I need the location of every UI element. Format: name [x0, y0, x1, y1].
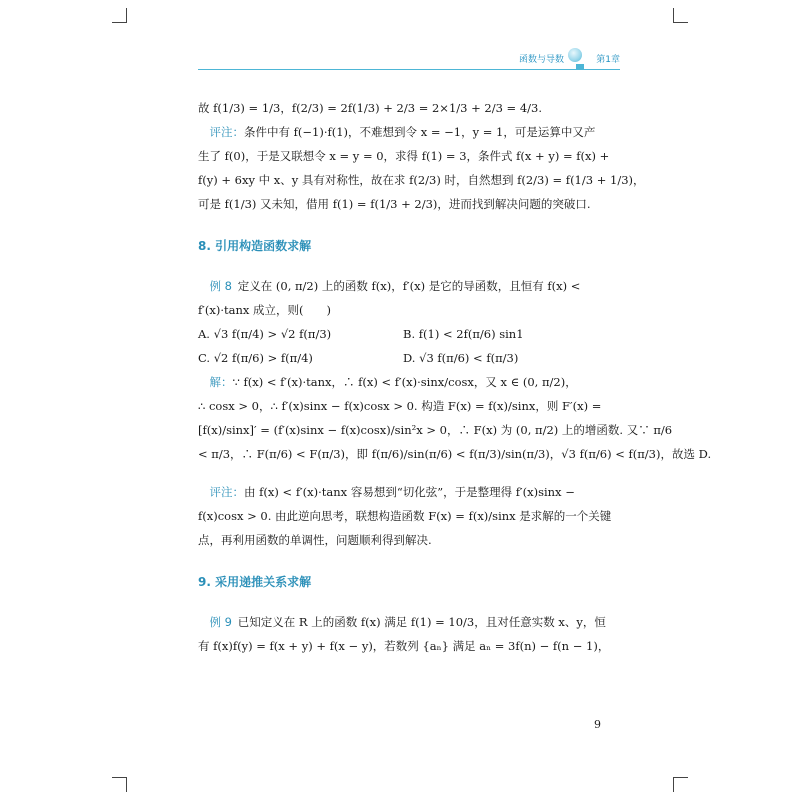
- comment-line: [198, 120, 608, 144]
- spacer: [198, 466, 608, 480]
- crop-mark-bottom-right: [673, 777, 688, 792]
- example-line: 有 f(x)f(y) = f(x + y) + f(x − y)，若数列 {aₙ} 满足 aₙ = 3f(n) − f(n − 1)，: [198, 639, 610, 653]
- option-c: C. √2 f(π/6) > f(π/4): [198, 351, 313, 365]
- comment-label: 评注：: [209, 485, 244, 499]
- comment-text: 由 f(x) < f′(x)·tanx 容易想到“切化弦”，于是整理得 f′(x)sinx −: [244, 485, 575, 499]
- comment-line: f(x)cosx > 0. 由此逆向思考，联想构造函数 F(x) = f(x)/sinx 是求解的一个关键: [198, 509, 612, 523]
- section-heading: 8. 引用构造函数求解: [198, 239, 312, 253]
- solution-line: [f(x)/sinx]′ = (f′(x)sinx − f(x)cosx)/sin²x > 0，∴ F(x) 为 (0, π/2) 上的增函数. 又∵ π/6: [198, 423, 673, 437]
- comment-line: [198, 480, 608, 504]
- example-line: [198, 610, 608, 634]
- header-chapter: 第1章: [596, 55, 620, 65]
- comment-line: 点，再利用函数的单调性，问题顺利得到解决.: [198, 533, 432, 547]
- comment-label: 评注：: [209, 125, 244, 139]
- option-row: [198, 322, 608, 346]
- solution-line: ∴ cosx > 0，∴ f′(x)sinx − f(x)cosx > 0. 构造 F(x) = f(x)/sinx，则 F′(x) =: [198, 399, 602, 413]
- example-label: 例 8: [209, 279, 232, 293]
- solution-line: < π/3，∴ F(π/6) < F(π/3)，即 f(π/6)/sin(π/6) < f(π/3)/sin(π/3)，√3 f(π/6) < f(π/3)，故选 D.: [198, 447, 712, 461]
- page-number: 9: [594, 718, 601, 731]
- option-row: [198, 346, 608, 370]
- crop-mark-top-left: [112, 8, 127, 23]
- comment-line: 可是 f(1/3) 又未知，借用 f(1) = f(1/3 + 2/3)，进而找到解决问题的突破口.: [198, 197, 591, 211]
- option-a: A. √3 f(π/4) > √2 f(π/3): [198, 327, 332, 341]
- paragraph-line: 故 f(1/3) = 1/3，f(2/3) = 2f(1/3) + 2/3 = 2×1/3 + 2/3 = 4/3.: [198, 101, 543, 115]
- header-title: 函数与导数: [518, 55, 564, 65]
- solution-label: 解：: [209, 375, 233, 389]
- comment-line: 生了 f(0)，于是又联想令 x = y = 0，求得 f(1) = 3，条件式 f(x + y) = f(x) +: [198, 149, 610, 163]
- example-text: 已知定义在 R 上的函数 f(x) 满足 f(1) = 10/3，且对任意实数 x、y，恒: [237, 615, 606, 629]
- crop-mark-bottom-left: [112, 777, 127, 792]
- header-circle-icon: [568, 48, 582, 62]
- example-text: 定义在 (0, π/2) 上的函数 f(x)，f′(x) 是它的导函数，且恒有 f(x) <: [237, 279, 581, 293]
- running-header: [198, 48, 620, 70]
- example-line: f′(x)·tanx 成立，则( ): [198, 303, 331, 317]
- solution-line: [198, 370, 608, 394]
- comment-line: f(y) + 6xy 中 x、y 具有对称性，故在求 f(2/3) 时，自然想到 f(2/3) = f(1/3 + 1/3)，: [198, 173, 645, 187]
- option-d: D. √3 f(π/6) < f(π/3): [403, 351, 519, 365]
- comment-text: 条件中有 f(−1)·f(1)，不难想到令 x = −1，y = 1，可是运算中又产: [244, 125, 596, 139]
- option-b: B. f(1) < 2f(π/6) sin1: [403, 327, 524, 341]
- example-line: [198, 274, 608, 298]
- header-rule: [198, 69, 620, 70]
- page-body: [198, 96, 712, 658]
- example-label: 例 9: [209, 615, 232, 629]
- crop-mark-top-right: [673, 8, 688, 23]
- section-heading: 9. 采用递推关系求解: [198, 575, 312, 589]
- solution-text: ∵ f(x) < f′(x)·tanx，∴ f(x) < f′(x)·sinx/cosx，又 x ∈ (0, π/2)，: [232, 375, 577, 389]
